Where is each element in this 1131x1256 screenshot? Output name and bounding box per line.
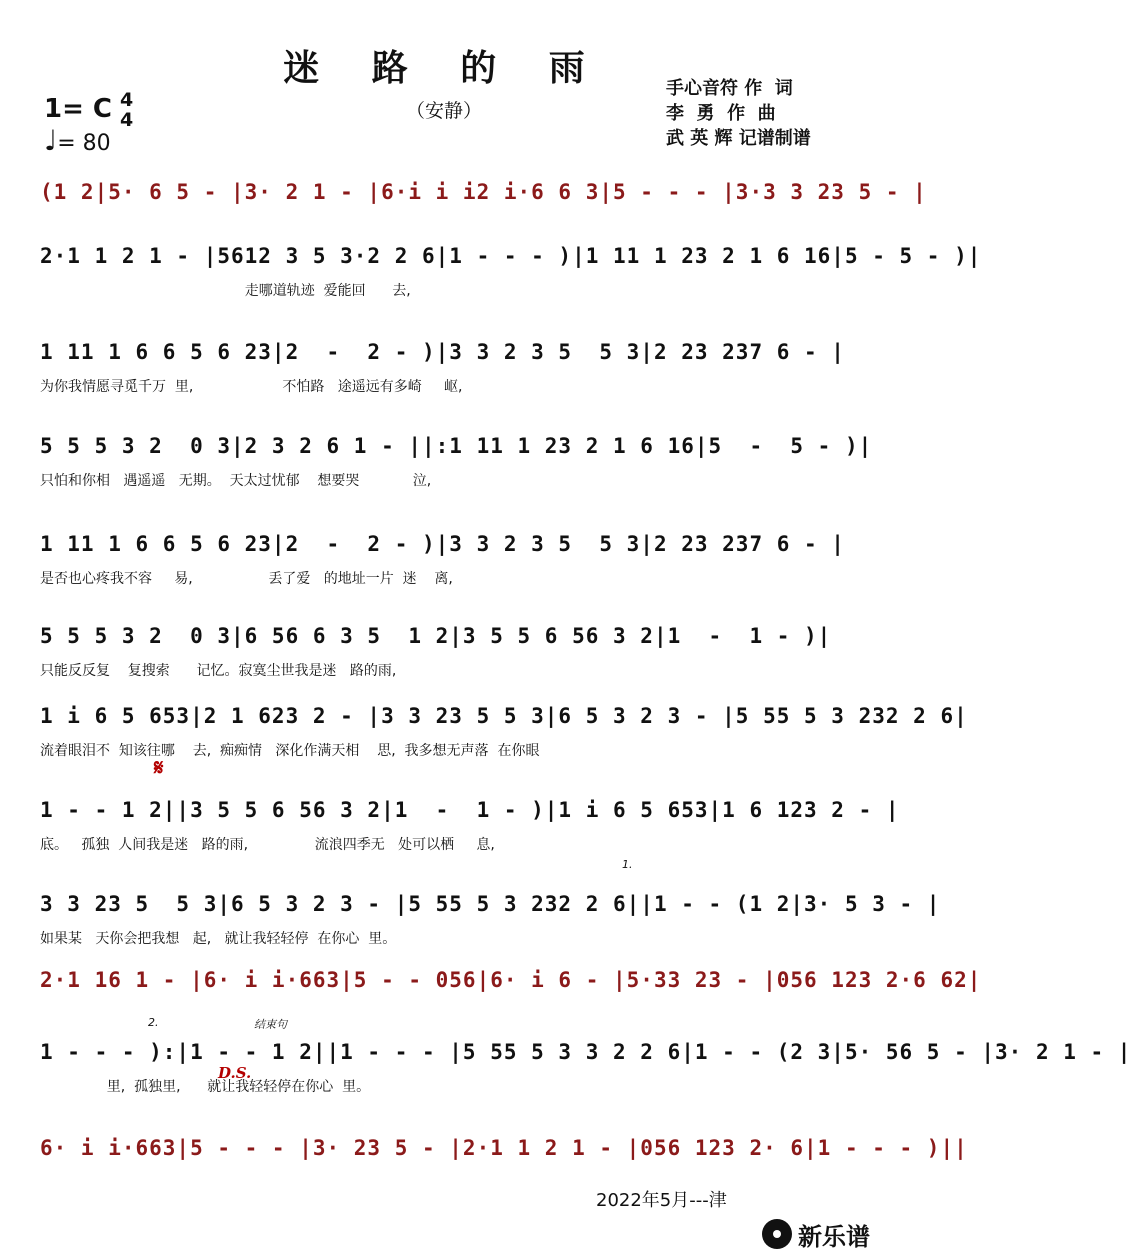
notation-line: 5 5 5 3 2 0 3|2 3 2 6 1 - ||:1 11 1 23 2 1 6 16|5 - 5 - )| <box>40 434 873 458</box>
lyric-line: 只能反反复 复搜索 记忆。寂寞尘世我是迷 路的雨, <box>40 663 397 679</box>
logo-text: 新乐谱 <box>798 1222 870 1251</box>
lyric-line: 里, 孤独里, 就让我轻轻停在你心 里。 <box>40 1079 371 1095</box>
lyric-line: 底。 孤独 人间我是迷 路的雨, 流浪四季无 处可以栖 息, <box>40 837 495 853</box>
subtitle: （安静） <box>405 100 482 122</box>
notation-line: 1 - - - ):|1 - - 1 2||1 - - - |5 55 5 3 3 2 2 6|1 - - (2 3|5· 56 5 - |3· 2 1 - | <box>40 1040 1131 1064</box>
credit-lyricist: 手心音符 作 词 <box>666 78 793 99</box>
time-signature <box>120 90 133 130</box>
lyric-line: 是否也心疼我不容 易, 丢了爱 的地址一片 迷 离, <box>40 571 453 587</box>
notation-line: 3 3 23 5 5 3|6 5 3 2 3 - |5 55 5 3 232 2 6||1 - - (1 2|3· 5 3 - | <box>40 892 941 916</box>
lyric-line: 如果某 天你会把我想 起, 就让我轻轻停 在你心 里。 <box>40 931 397 947</box>
credit-composer: 李 勇 作 曲 <box>666 103 776 124</box>
time-bottom: 4 <box>120 109 134 131</box>
segno-icon: 𝄋 <box>154 756 164 781</box>
credit-transcriber: 武 英 辉 记谱制谱 <box>666 128 811 149</box>
notation-line: 6· i i·663|5 - - - |3· 23 5 - |2·1 1 2 1 - |056 123 2· 6|1 - - - )|| <box>40 1136 968 1160</box>
notation-line: (1 2|5· 6 5 - |3· 2 1 - |6·i i i2 i·6 6 3|5 - - - |3·3 3 23 5 - | <box>40 180 927 204</box>
ds-marking: D.S. <box>218 1064 252 1082</box>
score-system <box>40 616 846 686</box>
volta-2: 2. <box>148 1016 159 1029</box>
score-system <box>40 524 846 594</box>
score-system <box>40 172 927 242</box>
quarter-note-icon: ♩ <box>44 124 58 157</box>
score-system <box>40 1032 1131 1102</box>
score-system <box>40 884 941 954</box>
score-system <box>40 960 982 1030</box>
time-top: 4 <box>120 89 134 111</box>
page-title: 迷 路 的 雨 <box>283 47 605 89</box>
notation-line: 1 - - 1 2||3 5 5 6 56 3 2|1 - 1 - )|1 i 6 5 653|1 6 123 2 - | <box>40 798 900 822</box>
notation-line: 1 11 1 6 6 5 6 23|2 - 2 - )|3 3 2 3 5 5 3|2 23 237 6 - | <box>40 532 845 556</box>
key-signature: 1= C <box>44 94 113 124</box>
tempo <box>44 124 111 157</box>
disc-icon <box>762 1219 792 1249</box>
notation-line: 1 i 6 5 653|2 1 623 2 - |3 3 23 5 5 3|6 5 3 2 3 - |5 55 5 3 232 2 6| <box>40 704 968 728</box>
lyric-line: 流着眼泪不 知该往哪 去, 痴痴情 深化作满天相 思, 我多想无声落 在你眼 <box>40 743 540 759</box>
ending-label: 结束句 <box>254 1018 287 1031</box>
logo <box>762 1216 882 1252</box>
volta-1: 1. <box>622 858 633 871</box>
notation-line: 5 5 5 3 2 0 3|6 56 6 3 5 1 2|3 5 5 6 56 3 2|1 - 1 - )| <box>40 624 832 648</box>
score-system <box>40 426 873 496</box>
credits <box>666 76 811 151</box>
lyric-line: 为你我情愿寻觅千万 里, 不怕路 途遥远有多崎 岖, <box>40 379 463 395</box>
lyric-line: 只怕和你相 遇遥遥 无期。 天太过忧郁 想要哭 泣, <box>40 473 432 489</box>
score-system <box>40 332 846 402</box>
score-system <box>40 790 900 860</box>
score-system <box>40 236 982 306</box>
date-signature: 2022年5月---津 <box>596 1190 727 1211</box>
notation-line: 2·1 16 1 - |6· i i·663|5 - - 056|6· i 6 - |5·33 23 - |056 123 2·6 62| <box>40 968 982 992</box>
notation-line: 1 11 1 6 6 5 6 23|2 - 2 - )|3 3 2 3 5 5 3|2 23 237 6 - | <box>40 340 845 364</box>
notation-line: 2·1 1 2 1 - |5612 3 5 3·2 2 6|1 - - - )|1 11 1 23 2 1 6 16|5 - 5 - )| <box>40 244 982 268</box>
tempo-value: = 80 <box>57 131 111 156</box>
lyric-line: 走哪道轨迹 爱能回 去, <box>40 283 411 299</box>
